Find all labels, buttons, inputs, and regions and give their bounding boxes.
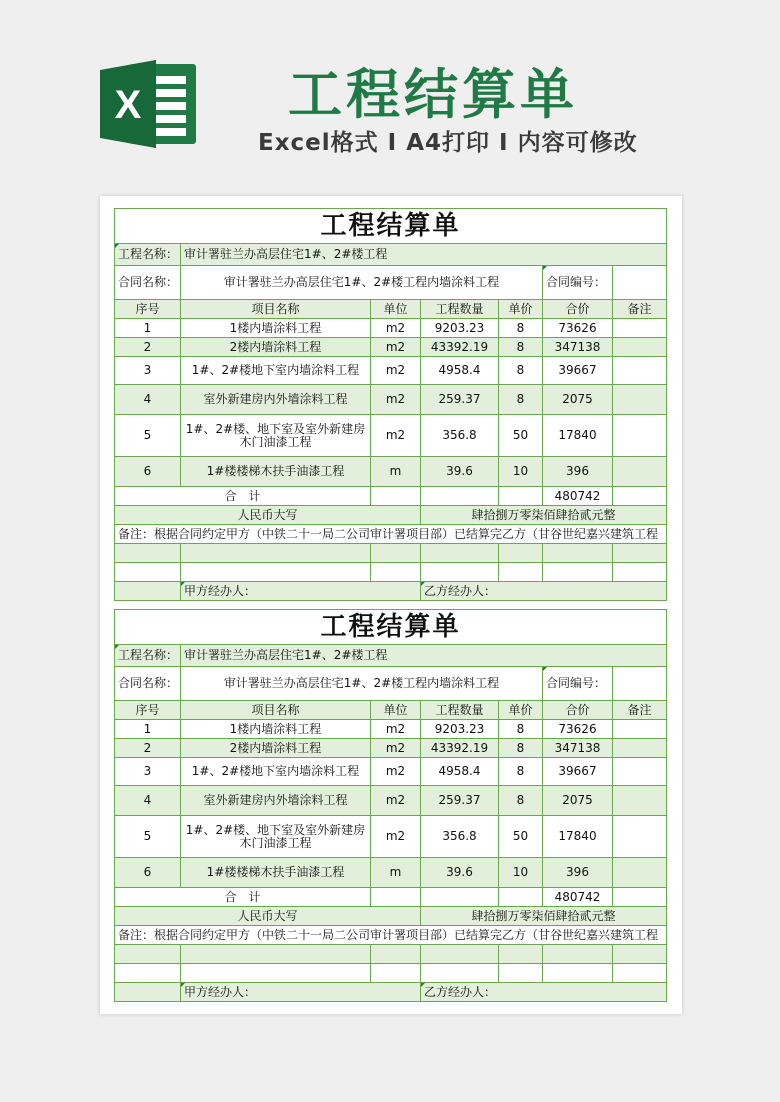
party-a-label: 甲方经办人： [181,983,421,1002]
column-header: 工程数量 [421,300,499,319]
contract-no-value[interactable] [613,266,667,300]
row-total[interactable]: 2075 [543,786,613,816]
table-row [115,739,667,758]
row-note[interactable] [613,319,667,338]
row-quantity[interactable]: 259.37 [421,786,499,816]
party-b-label: 乙方经办人： [421,983,667,1002]
row-unit-price[interactable]: 8 [499,357,543,385]
row-item-name[interactable]: 1#楼楼梯木扶手油漆工程 [181,457,371,487]
row-unit[interactable]: m [371,858,421,888]
row-unit-price[interactable]: 8 [499,338,543,357]
contract-name-label: 合同名称： [115,266,181,300]
column-header: 序号 [115,300,181,319]
row-unit[interactable]: m2 [371,786,421,816]
row-note[interactable] [613,720,667,739]
column-header: 单价 [499,300,543,319]
row-note[interactable] [613,385,667,415]
banner-subtitle: Excel格式 I A4打印 I 内容可修改 [258,130,638,156]
column-header: 单位 [371,300,421,319]
row-item-name[interactable]: 1#、2#楼、地下室及室外新建房木门油漆工程 [181,415,371,457]
table-row [115,786,667,816]
row-unit[interactable]: m2 [371,357,421,385]
row-quantity[interactable]: 4958.4 [421,357,499,385]
sum-label: 合 计 [115,888,371,907]
row-total[interactable]: 73626 [543,319,613,338]
settlement-table [114,609,667,1002]
column-header: 项目名称 [181,701,371,720]
table-row [115,758,667,786]
sum-total[interactable]: 480742 [543,888,613,907]
sum-total[interactable]: 480742 [543,487,613,506]
contract-no-label: 合同编号： [543,266,613,300]
row-quantity[interactable]: 43392.19 [421,338,499,357]
sheet-title: 工程结算单 [115,209,667,244]
row-quantity[interactable]: 39.6 [421,457,499,487]
table-row [115,357,667,385]
row-note[interactable] [613,338,667,357]
column-header: 备注 [613,701,667,720]
column-header: 单价 [499,701,543,720]
row-total[interactable]: 73626 [543,720,613,739]
row-total[interactable]: 17840 [543,816,613,858]
row-note[interactable] [613,415,667,457]
row-note[interactable] [613,816,667,858]
rmb-label: 人民币大写 [115,506,421,525]
row-item-name[interactable]: 1#楼楼梯木扶手油漆工程 [181,858,371,888]
table-row [115,720,667,739]
row-unit-price[interactable]: 8 [499,319,543,338]
row-no[interactable]: 1 [115,720,181,739]
row-no[interactable]: 3 [115,357,181,385]
table-row [115,858,667,888]
settlement-sheet-2 [114,609,666,1002]
row-item-name[interactable]: 1楼内墙涂料工程 [181,720,371,739]
rmb-label: 人民币大写 [115,907,421,926]
row-item-name[interactable]: 1#、2#楼地下室内墙涂料工程 [181,357,371,385]
row-unit-price[interactable]: 10 [499,457,543,487]
row-note[interactable] [613,858,667,888]
sheet-title: 工程结算单 [115,610,667,645]
row-no[interactable]: 5 [115,415,181,457]
row-no[interactable]: 6 [115,858,181,888]
contract-name-value[interactable]: 审计署驻兰办高层住宅1#、2#楼工程内墙涂料工程 [181,667,543,701]
row-note[interactable] [613,786,667,816]
sum-label: 合 计 [115,487,371,506]
table-row [115,816,667,858]
banner-title: 工程结算单 [288,63,578,126]
row-item-name[interactable]: 1楼内墙涂料工程 [181,319,371,338]
banner [0,0,780,180]
row-no[interactable]: 4 [115,786,181,816]
row-total[interactable]: 2075 [543,385,613,415]
table-row [115,457,667,487]
project-name-label: 工程名称： [115,645,181,667]
excel-icon [96,56,200,152]
header-row [115,701,667,720]
row-unit-price[interactable]: 8 [499,758,543,786]
row-no[interactable]: 2 [115,739,181,758]
row-quantity[interactable]: 356.8 [421,816,499,858]
row-item-name[interactable]: 室外新建房内外墙涂料工程 [181,786,371,816]
table-row [115,319,667,338]
table-row [115,415,667,457]
column-header: 合价 [543,701,613,720]
row-unit[interactable]: m2 [371,415,421,457]
contract-name-label: 合同名称： [115,667,181,701]
row-total[interactable]: 39667 [543,357,613,385]
row-item-name[interactable]: 1#、2#楼、地下室及室外新建房木门油漆工程 [181,816,371,858]
row-unit[interactable]: m2 [371,720,421,739]
row-note[interactable] [613,357,667,385]
rmb-value[interactable]: 肆拾捌万零柒佰肆拾贰元整 [421,506,667,525]
remark[interactable]: 备注：根据合同约定甲方（中铁二十一局二公司审计署项目部）已结算完乙方（甘谷世纪嘉兴建筑工程 [115,525,667,544]
row-no[interactable]: 6 [115,457,181,487]
row-unit[interactable]: m2 [371,816,421,858]
rmb-value[interactable]: 肆拾捌万零柒佰肆拾贰元整 [421,907,667,926]
row-unit-price[interactable]: 50 [499,816,543,858]
remark[interactable]: 备注：根据合同约定甲方（中铁二十一局二公司审计署项目部）已结算完乙方（甘谷世纪嘉兴建筑工程 [115,926,667,945]
column-header: 序号 [115,701,181,720]
row-unit[interactable]: m2 [371,758,421,786]
row-no[interactable]: 1 [115,319,181,338]
row-total[interactable]: 396 [543,858,613,888]
row-unit-price[interactable]: 8 [499,385,543,415]
row-unit-price[interactable]: 10 [499,858,543,888]
contract-no-label: 合同编号： [543,667,613,701]
row-total[interactable]: 347138 [543,338,613,357]
row-no[interactable]: 5 [115,816,181,858]
column-header: 单位 [371,701,421,720]
table-row [115,338,667,357]
column-header: 工程数量 [421,701,499,720]
row-quantity[interactable]: 356.8 [421,415,499,457]
row-no[interactable]: 3 [115,758,181,786]
row-quantity[interactable]: 9203.23 [421,720,499,739]
row-unit[interactable]: m [371,457,421,487]
contract-name-value[interactable]: 审计署驻兰办高层住宅1#、2#楼工程内墙涂料工程 [181,266,543,300]
row-item-name[interactable]: 室外新建房内外墙涂料工程 [181,385,371,415]
row-total[interactable]: 39667 [543,758,613,786]
row-unit[interactable]: m2 [371,385,421,415]
row-quantity[interactable]: 259.37 [421,385,499,415]
header-row [115,300,667,319]
row-unit[interactable]: m2 [371,739,421,758]
row-note[interactable] [613,457,667,487]
row-note[interactable] [613,758,667,786]
party-a-label: 甲方经办人： [181,582,421,601]
row-total[interactable]: 17840 [543,415,613,457]
row-item-name[interactable]: 2楼内墙涂料工程 [181,739,371,758]
row-unit[interactable]: m2 [371,338,421,357]
row-unit-price[interactable]: 8 [499,720,543,739]
row-quantity[interactable]: 4958.4 [421,758,499,786]
table-row [115,385,667,415]
row-no[interactable]: 2 [115,338,181,357]
column-header: 项目名称 [181,300,371,319]
row-unit-price[interactable]: 8 [499,739,543,758]
settlement-sheet-1 [114,208,666,601]
project-name-value[interactable]: 审计署驻兰办高层住宅1#、2#楼工程 [181,645,667,667]
row-quantity[interactable]: 43392.19 [421,739,499,758]
row-quantity[interactable]: 39.6 [421,858,499,888]
row-item-name[interactable]: 2楼内墙涂料工程 [181,338,371,357]
row-unit-price[interactable]: 8 [499,786,543,816]
column-header: 合价 [543,300,613,319]
row-item-name[interactable]: 1#、2#楼地下室内墙涂料工程 [181,758,371,786]
row-unit-price[interactable]: 50 [499,415,543,457]
project-name-value[interactable]: 审计署驻兰办高层住宅1#、2#楼工程 [181,244,667,266]
excel-logo-letter: X [114,83,142,127]
party-b-label: 乙方经办人： [421,582,667,601]
contract-no-value[interactable] [613,667,667,701]
settlement-table [114,208,667,601]
row-no[interactable]: 4 [115,385,181,415]
project-name-label: 工程名称： [115,244,181,266]
row-quantity[interactable]: 9203.23 [421,319,499,338]
row-unit[interactable]: m2 [371,319,421,338]
row-total[interactable]: 396 [543,457,613,487]
row-total[interactable]: 347138 [543,739,613,758]
row-note[interactable] [613,739,667,758]
column-header: 备注 [613,300,667,319]
